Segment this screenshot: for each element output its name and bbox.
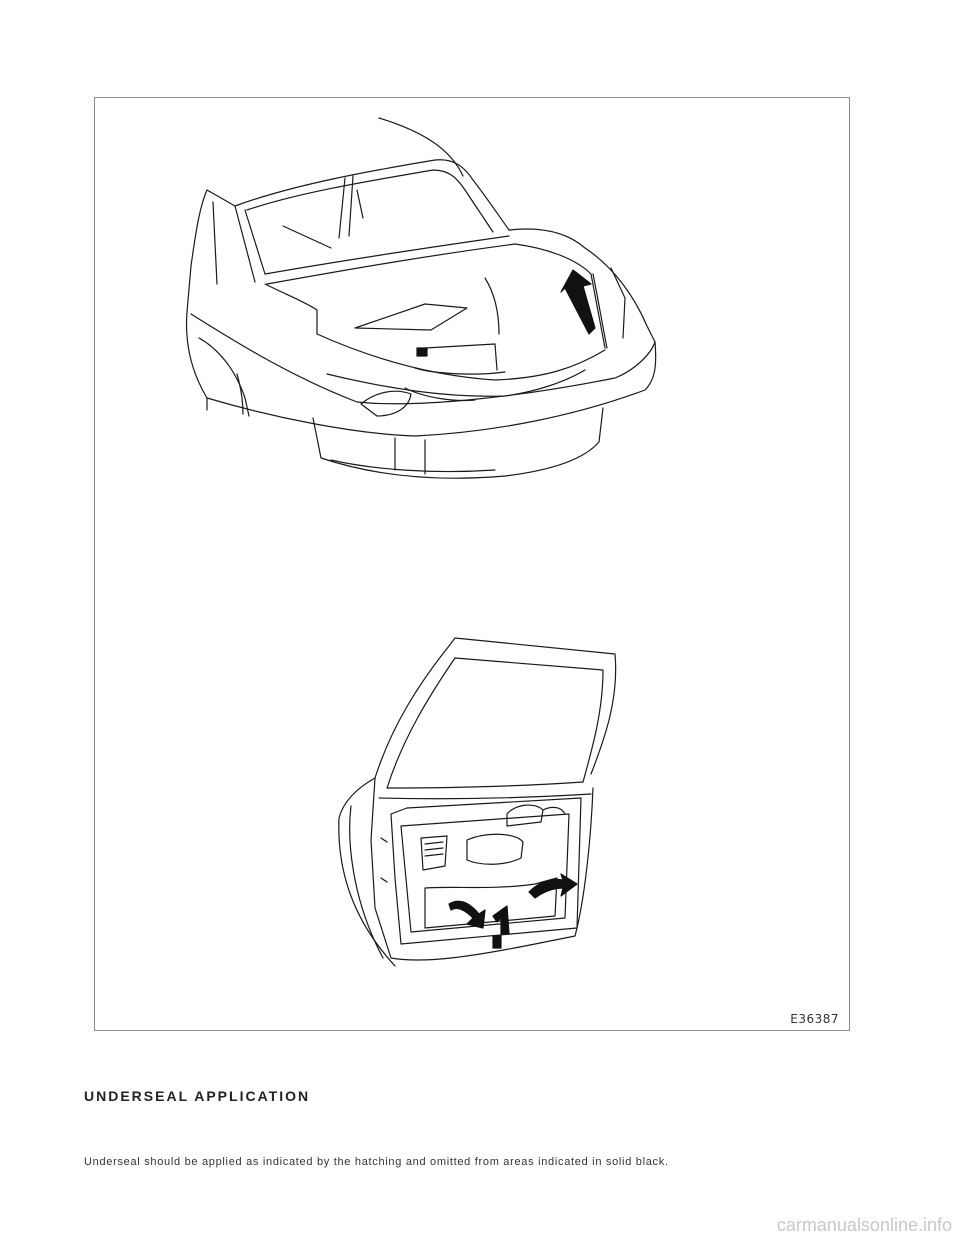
figure-reference-number: E36387 bbox=[790, 1012, 839, 1026]
rear-door-drawing bbox=[339, 638, 616, 966]
vehicle-rear-body-drawing bbox=[187, 118, 656, 478]
illustration-drawing bbox=[95, 98, 851, 1032]
section-heading: UNDERSEAL APPLICATION bbox=[84, 1088, 311, 1104]
section-body-text: Underseal should be applied as indicated by the hatching and omitted from areas indicated in solid black. bbox=[84, 1156, 669, 1168]
site-watermark: carmanualsonline.info bbox=[776, 1215, 952, 1235]
technical-illustration bbox=[94, 97, 850, 1031]
